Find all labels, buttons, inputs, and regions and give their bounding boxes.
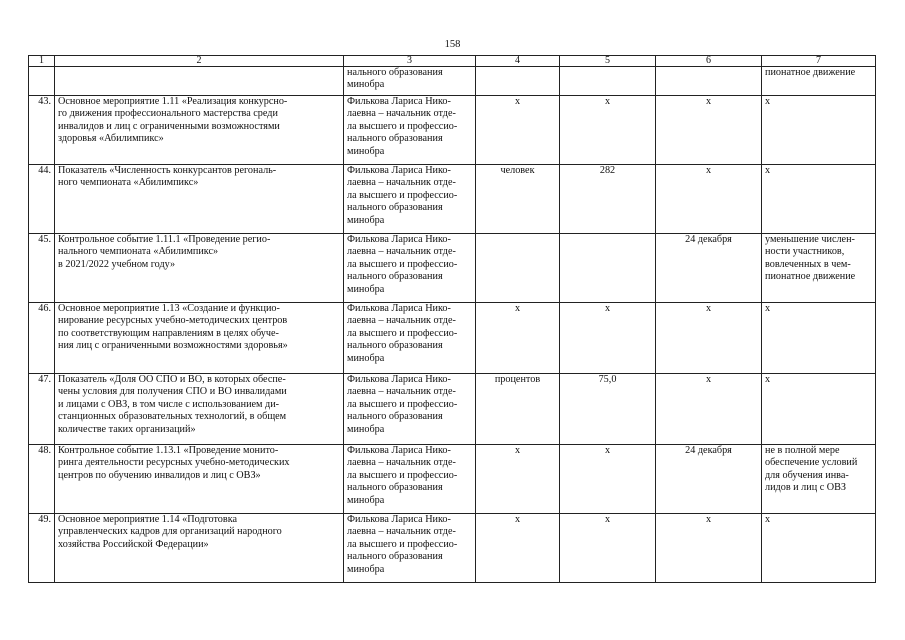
unit-cell <box>476 67 560 96</box>
table-row <box>29 374 876 445</box>
date-cell: х <box>656 165 762 234</box>
value-cell <box>560 234 656 303</box>
unit-cell: процентов <box>476 374 560 445</box>
risk-cell: пионатное движение <box>762 67 876 96</box>
plan-table <box>28 55 876 583</box>
date-cell: х <box>656 96 762 165</box>
unit-cell: х <box>476 303 560 374</box>
column-header: 1 <box>29 56 55 67</box>
date-cell: 24 декабря <box>656 234 762 303</box>
row-number <box>29 67 55 96</box>
value-cell: х <box>560 445 656 514</box>
column-header: 3 <box>344 56 476 67</box>
column-header-row <box>29 56 876 67</box>
date-cell <box>656 67 762 96</box>
risk-cell: не в полной мере обеспечение условий для обучения инва- лидов и лиц с ОВЗ <box>762 445 876 514</box>
column-header: 6 <box>656 56 762 67</box>
date-cell: х <box>656 514 762 583</box>
unit-cell: х <box>476 514 560 583</box>
column-header: 2 <box>55 56 344 67</box>
date-cell: х <box>656 374 762 445</box>
value-cell: х <box>560 96 656 165</box>
measure-name: Основное мероприятие 1.13 «Создание и функцио- нирование ресурсных учебно-методических центров по соответствующим направлениям в целях обуче- ния лиц с ограниченными возможностями здоровья» <box>55 303 344 374</box>
value-cell: х <box>560 514 656 583</box>
table-row <box>29 303 876 374</box>
measure-name: Контрольное событие 1.11.1 «Проведение регио- нального чемпионата «Абилимпикс» в 2021/2022 учебном году» <box>55 234 344 303</box>
row-number: 43. <box>29 96 55 165</box>
measure-name: Основное мероприятие 1.11 «Реализация конкурсно- го движения профессионального мастерства среди инвалидов и лиц с ограниченными возможностями здоровья «Абилимпикс» <box>55 96 344 165</box>
responsible-person: Филькова Лариса Нико- лаевна – начальник отде- ла высшего и профессио- нального образования минобра <box>344 514 476 583</box>
risk-cell: уменьшение числен- ности участников, вовлеченных в чем- пионатное движение <box>762 234 876 303</box>
measure-name: Контрольное событие 1.13.1 «Проведение монито- ринга деятельности ресурсных учебно-методических центров по обучению инвалидов и лиц с ОВЗ» <box>55 445 344 514</box>
measure-name: Показатель «Численность конкурсантов регональ- ного чемпионата «Абилимпикс» <box>55 165 344 234</box>
row-number: 44. <box>29 165 55 234</box>
value-cell: х <box>560 303 656 374</box>
column-header: 5 <box>560 56 656 67</box>
value-cell <box>560 67 656 96</box>
unit-cell <box>476 234 560 303</box>
value-cell: 282 <box>560 165 656 234</box>
measure-name: Показатель «Доля ОО СПО и ВО, в которых обеспе- чены условия для получения СПО и ВО инвалидами и лицами с ОВЗ, в том числе с использованием ди- станционных образовательных технологий, в общем количестве таких организаций» <box>55 374 344 445</box>
column-header: 4 <box>476 56 560 67</box>
table-row <box>29 234 876 303</box>
risk-cell: х <box>762 514 876 583</box>
unit-cell: х <box>476 445 560 514</box>
page-number: 158 <box>444 39 461 50</box>
table-row <box>29 445 876 514</box>
responsible-person: Филькова Лариса Нико- лаевна – начальник отде- ла высшего и профессио- нального образования минобра <box>344 374 476 445</box>
continuation-row <box>29 67 876 96</box>
responsible-person: нального образования минобра <box>344 67 476 96</box>
responsible-person: Филькова Лариса Нико- лаевна – начальник отде- ла высшего и профессио- нального образования минобра <box>344 303 476 374</box>
column-header: 7 <box>762 56 876 67</box>
responsible-person: Филькова Лариса Нико- лаевна – начальник отде- ла высшего и профессио- нального образования минобра <box>344 165 476 234</box>
risk-cell: х <box>762 165 876 234</box>
responsible-person: Филькова Лариса Нико- лаевна – начальник отде- ла высшего и профессио- нального образования минобра <box>344 445 476 514</box>
date-cell: х <box>656 303 762 374</box>
risk-cell: х <box>762 374 876 445</box>
row-number: 47. <box>29 374 55 445</box>
table-row <box>29 165 876 234</box>
measure-name: Основное мероприятие 1.14 «Подготовка управленческих кадров для организаций народного хозяйства Российской Федерации» <box>55 514 344 583</box>
unit-cell: х <box>476 96 560 165</box>
date-cell: 24 декабря <box>656 445 762 514</box>
unit-cell: человек <box>476 165 560 234</box>
measure-name <box>55 67 344 96</box>
row-number: 46. <box>29 303 55 374</box>
row-number: 48. <box>29 445 55 514</box>
responsible-person: Филькова Лариса Нико- лаевна – начальник отде- ла высшего и профессио- нального образования минобра <box>344 234 476 303</box>
risk-cell: х <box>762 96 876 165</box>
table-row <box>29 96 876 165</box>
row-number: 49. <box>29 514 55 583</box>
row-number: 45. <box>29 234 55 303</box>
table-row <box>29 514 876 583</box>
responsible-person: Филькова Лариса Нико- лаевна – начальник отде- ла высшего и профессио- нального образования минобра <box>344 96 476 165</box>
risk-cell: х <box>762 303 876 374</box>
value-cell: 75,0 <box>560 374 656 445</box>
